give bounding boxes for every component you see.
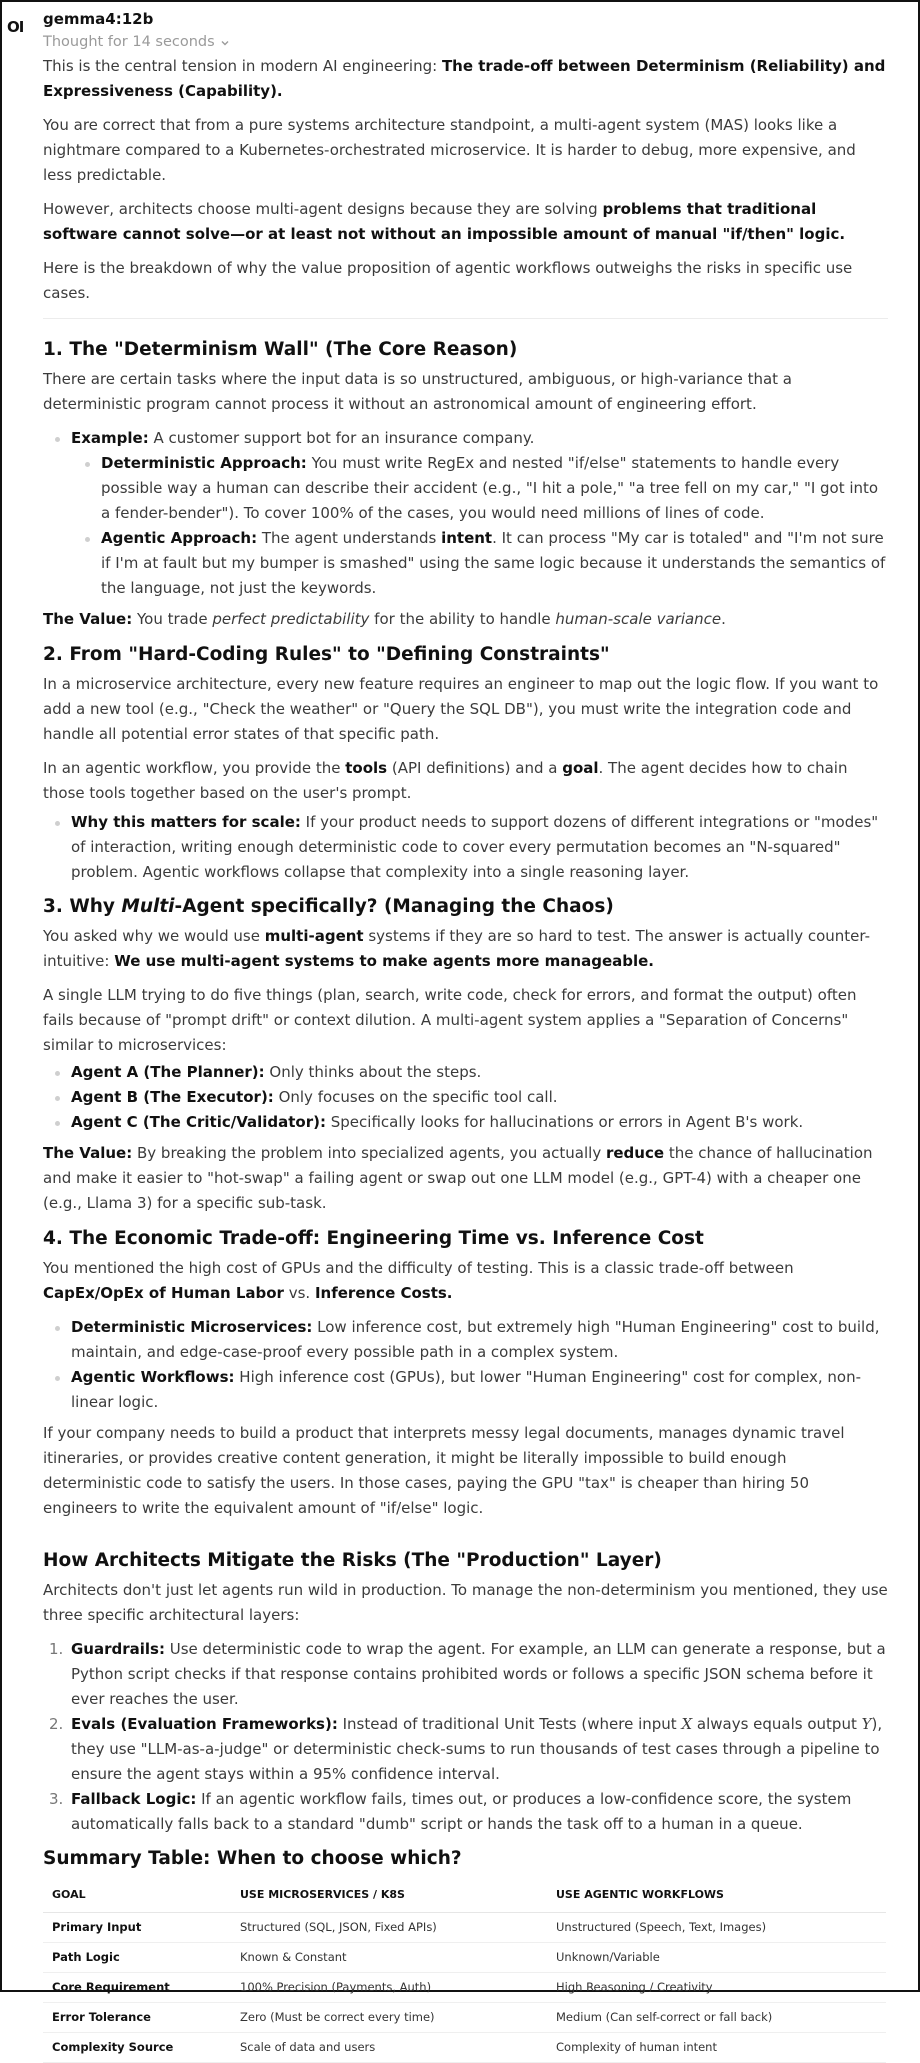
section-1-paragraph: There are certain tasks where the input data is so unstructured, ambiguous, or high-variance that a deterministic program cannot process it without an astronomical amount of engineering effort. (43, 370, 793, 413)
table-cell: Unknown/Variable (547, 1943, 886, 1973)
table-row (43, 1973, 886, 2003)
section-5-list (43, 1637, 888, 1837)
section-5-heading: How Architects Mitigate the Risks (The "Production" Layer) (43, 1550, 662, 1571)
divider (43, 318, 888, 319)
chevron-down-icon (220, 38, 230, 48)
list-item: 2. Evals (Evaluation Frameworks): Instead of traditional Unit Tests (where input X always equals output Y), they use "LLM-as-a-judge" or deterministic check-sums to run thousands of test cases through a pipeline to ensure the agent stays within a 95% confidence interval. (49, 1715, 883, 1783)
intro-paragraph-1: This is the central tension in modern AI engineering: The trade-off between Determinism (Reliability) and Expressiveness (Capability). (43, 57, 886, 100)
assistant-message (43, 8, 888, 2063)
table-cell: Error Tolerance (43, 2003, 231, 2033)
section-4-list (43, 1315, 888, 1415)
section-2-list (43, 810, 888, 885)
section-5-paragraph: Architects don't just let agents run wild in production. To manage the non-determinism you mentioned, they use three specific architectural layers: (43, 1581, 888, 1624)
list-item: Agent C (The Critic/Validator): Specifically looks for hallucinations or errors in Agent B's work. (71, 1110, 888, 1135)
column-header: USE MICROSERVICES / K8S (231, 1878, 547, 1913)
table-cell: 100% Precision (Payments, Auth) (231, 1973, 547, 2003)
table-cell: Complexity of human intent (547, 2033, 886, 2063)
section-4-paragraph-2: If your company needs to build a product that interprets messy legal documents, manages dynamic travel itineraries, or provides creative content generation, it might be literally impossible to build enough deterministic code to satisfy the users. In those cases, paying the GPU "tax" is cheaper than hiring 50 engineers to write the equivalent amount of "if/else" logic. (43, 1424, 845, 1517)
table-header-row (43, 1878, 886, 1913)
table-row (43, 1943, 886, 1973)
thought-label: Thought for 14 seconds (43, 34, 215, 50)
list-item: Deterministic Approach: You must write RegEx and nested "if/else" statements to handle every possible way a human can describe their accident (e.g., "I hit a pole," "a tree fell on my car," "I got into a fender-bender"). To cover 100% of the cases, you would need millions of lines of code. (101, 451, 888, 526)
intro-paragraph-2: You are correct that from a pure systems architecture standpoint, a multi-agent system (MAS) looks like a nightmare compared to a Kubernetes-orchestrated microservice. It is harder to debug, more expensive, and less predictable. (43, 116, 856, 184)
column-header: USE AGENTIC WORKFLOWS (547, 1878, 886, 1913)
table-cell: Core Requirement (43, 1973, 231, 2003)
column-header: GOAL (43, 1878, 231, 1913)
model-name: gemma4:12b (43, 10, 154, 28)
section-4-heading: 4. The Economic Trade-off: Engineering Time vs. Inference Cost (43, 1228, 704, 1249)
section-3-paragraph-2: A single LLM trying to do five things (plan, search, write code, check for errors, and format the output) often fails because of "prompt drift" or context dilution. A multi-agent system applies a "Separation of Concerns" similar to microservices: (43, 986, 857, 1054)
section-3-heading: 3. Why Multi-Agent specifically? (Managing the Chaos) (43, 896, 614, 917)
section-1-value: The Value: You trade perfect predictability for the ability to handle human-scale variance. (43, 610, 726, 628)
intro-paragraph-3: However, architects choose multi-agent designs because they are solving problems that traditional software cannot solve—or at least not without an impossible amount of manual "if/then" logic. (43, 200, 846, 243)
section-2-paragraph-2: In an agentic workflow, you provide the tools (API definitions) and a goal. The agent decides how to chain those tools together based on the user's prompt. (43, 759, 848, 802)
section-2-heading: 2. From "Hard-Coding Rules" to "Defining Constraints" (43, 644, 610, 665)
table-row (43, 1913, 886, 1943)
section-1-list (43, 426, 888, 601)
intro-paragraph-4: Here is the breakdown of why the value proposition of agentic workflows outweighs the risks in specific use cases. (43, 259, 853, 302)
list-item: 1. Guardrails: Use deterministic code to wrap the agent. For example, an LLM can generate a response, but a Python script checks if that response contains prohibited words or follows a specific JSON schema before it ever reaches the user. (49, 1640, 886, 1708)
list-item: Agentic Workflows: High inference cost (GPUs), but lower "Human Engineering" cost for complex, non-linear logic. (71, 1365, 888, 1415)
summary-table (43, 1878, 886, 2063)
table-cell: Zero (Must be correct every time) (231, 2003, 547, 2033)
list-item: Deterministic Microservices: Low inference cost, but extremely high "Human Engineering" cost to build, maintain, and edge-case-proof every possible path in a complex system. (71, 1315, 888, 1365)
list-item: Why this matters for scale: If your product needs to support dozens of different integrations or "modes" of interaction, writing enough deterministic code to cover every permutation becomes an "N-squared" problem. Agentic workflows collapse that complexity into a single reasoning layer. (71, 810, 888, 885)
list-item: Example: A customer support bot for an insurance company. Deterministic Approach: You must write RegEx and nested "if/else" statements to handle every possible way a human can describe their accident (e.g., "I hit a pole," "a tree fell on my car," "I got into a fender-bender"). To cover 100% of the cases, you would need millions of lines of code. Agentic Approach: The agent understands intent. It can process "My car is totaled" and "I'm not sure if I'm at fault but my bumper is smashed" using the same logic because it understands the semantics of the language, not just the keywords. (71, 426, 888, 601)
table-cell: Path Logic (43, 1943, 231, 1973)
table-cell: Primary Input (43, 1913, 231, 1943)
table-row (43, 2033, 886, 2063)
section-1-heading: 1. The "Determinism Wall" (The Core Reason) (43, 339, 518, 360)
section-3-value: The Value: By breaking the problem into specialized agents, you actually reduce the chance of hallucination and make it easier to "hot-swap" a failing agent or swap out one LLM model (e.g., GPT-4) with a cheaper one (e.g., Llama 3) for a specific sub-task. (43, 1144, 873, 1212)
table-cell: Scale of data and users (231, 2033, 547, 2063)
table-cell: High Reasoning / Creativity (547, 1973, 886, 2003)
section-3-list (43, 1060, 888, 1135)
table-row (43, 2003, 886, 2033)
table-cell: Medium (Can self-correct or fall back) (547, 2003, 886, 2033)
section-3-paragraph-1: You asked why we would use multi-agent systems if they are so hard to test. The answer is actually counter-intuitive: We use multi-agent systems to make agents more manageable. (43, 927, 871, 970)
table-cell: Structured (SQL, JSON, Fixed APIs) (231, 1913, 547, 1943)
section-4-paragraph-1: You mentioned the high cost of GPUs and the difficulty of testing. This is a classic trade-off between CapEx/OpEx of Human Labor vs. Inference Costs. (43, 1259, 794, 1302)
table-cell: Complexity Source (43, 2033, 231, 2063)
table-cell: Known & Constant (231, 1943, 547, 1973)
list-item: Agent A (The Planner): Only thinks about the steps. (71, 1060, 888, 1085)
list-item: Agent B (The Executor): Only focuses on the specific tool call. (71, 1085, 888, 1110)
thought-toggle[interactable] (43, 30, 888, 54)
assistant-avatar: OI (7, 18, 24, 36)
list-item: 3. Fallback Logic: If an agentic workflow fails, times out, or produces a low-confidence score, the system automatically falls back to a standard "dumb" script or hands the task off to a human in a queue. (49, 1790, 852, 1833)
table-cell: Unstructured (Speech, Text, Images) (547, 1913, 886, 1943)
summary-heading: Summary Table: When to choose which? (43, 1848, 462, 1869)
section-2-paragraph-1: In a microservice architecture, every new feature requires an engineer to map out the logic flow. If you want to add a new tool (e.g., "Check the weather" or "Query the SQL DB"), you must write the integration code and handle all potential error states of that specific path. (43, 675, 879, 743)
list-item: Agentic Approach: The agent understands intent. It can process "My car is totaled" and "I'm not sure if I'm at fault but my bumper is smashed" using the same logic because it understands the semantics of the language, not just the keywords. (101, 526, 888, 601)
